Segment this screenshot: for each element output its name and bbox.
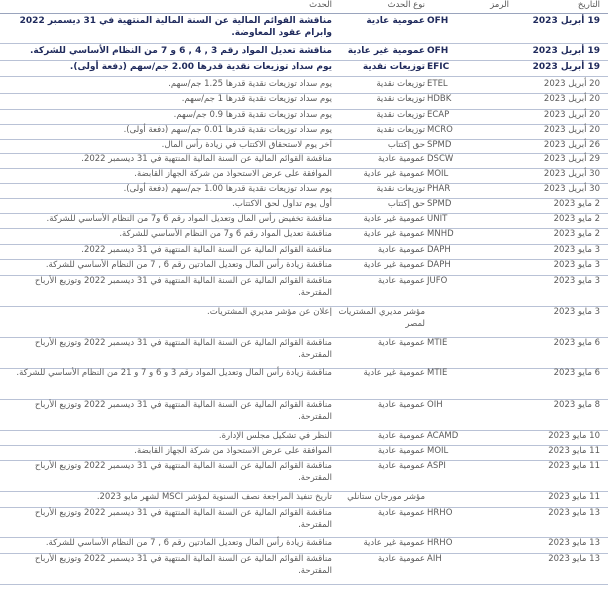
table-row xyxy=(0,94,608,109)
row-symbol: OIH xyxy=(427,400,443,410)
row-date: 3 مايو 2023 xyxy=(553,260,600,270)
row-symbol: MOIL xyxy=(427,446,449,456)
row-event: مناقشة القوائم المالية عن السنة المالية المنتهية في 31 ديسمبر 2022 وابرام عقود المعاوضة. xyxy=(19,16,332,38)
table-row xyxy=(0,338,608,368)
table-row xyxy=(0,45,608,60)
row-event: مناقشة القوائم المالية عن السنة المالية المنتهية في 31 ديسمبر 2022 وتوزيع الأرباح المقترحة. xyxy=(34,461,332,483)
row-date: 19 أبريل 2023 xyxy=(532,16,600,26)
row-symbol: DAPH xyxy=(427,245,451,255)
row-type: عمومية عادية xyxy=(377,154,425,164)
row-event: مناقشة القوائم المالية عن السنة المالية المنتهية في 31 ديسمبر 2022 وتوزيع الأرباح المقترحة. xyxy=(34,338,332,360)
row-date: 29 أبريل 2023 xyxy=(543,154,600,164)
row-date: 30 أبريل 2023 xyxy=(543,184,600,194)
row-date: 6 مايو 2023 xyxy=(553,338,600,348)
table-row xyxy=(0,492,608,507)
row-date: 13 مايو 2023 xyxy=(548,554,600,564)
row-type: توزيعات نقدية xyxy=(376,184,425,194)
table-row xyxy=(0,260,608,275)
table-row xyxy=(0,245,608,259)
row-symbol: DSCW xyxy=(427,154,454,164)
table-row xyxy=(0,400,608,430)
table-row xyxy=(0,554,608,584)
row-event: أول يوم تداول لحق الاكتتاب. xyxy=(232,199,332,209)
row-symbol: EFIC xyxy=(427,62,450,72)
row-symbol: MTIE xyxy=(427,368,448,378)
row-type: عمومية عادية xyxy=(377,431,425,441)
row-date: 10 مايو 2023 xyxy=(548,431,600,441)
row-event: مناقشة القوائم المالية عن السنة المالية المنتهية في 31 ديسمبر 2022. xyxy=(81,154,332,164)
row-date: 11 مايو 2023 xyxy=(548,492,600,502)
table-header xyxy=(0,0,608,14)
table-row xyxy=(0,538,608,553)
row-event: مناقشة القوائم المالية عن السنة المالية المنتهية في 31 ديسمبر 2022 وتوزيع الأرباح المقترحة. xyxy=(34,554,332,576)
row-date: 20 أبريل 2023 xyxy=(543,79,600,89)
row-symbol: ETEL xyxy=(427,79,448,89)
table-row xyxy=(0,199,608,213)
row-symbol: OFH xyxy=(427,46,449,56)
row-type: توزيعات نقدية xyxy=(376,110,425,120)
table-row xyxy=(0,110,608,124)
row-event: مناقشة القوائم المالية عن السنة المالية المنتهية في 31 ديسمبر 2022 وتوزيع الأرباح المقترحة. xyxy=(34,276,332,298)
row-date: 11 مايو 2023 xyxy=(548,461,600,471)
header-divider xyxy=(0,13,608,14)
row-event: إعلان عن مؤشر مديري المشتريات. xyxy=(207,307,332,317)
table-row xyxy=(0,461,608,491)
row-event: الموافقة على عرض الاستحواذ من شركة الجهاز القابضة. xyxy=(134,169,332,179)
row-date: 26 أبريل 2023 xyxy=(543,140,600,150)
header-date: التاريخ xyxy=(577,0,600,10)
table-row xyxy=(0,169,608,183)
row-type: حق إكتتاب xyxy=(387,140,425,150)
table-row xyxy=(0,184,608,198)
row-date: 3 مايو 2023 xyxy=(553,245,600,255)
row-event: الموافقة على عرض الاستحواذ من شركة الجهاز القابضة. xyxy=(134,446,332,456)
row-type: حق إكتتاب xyxy=(387,199,425,209)
row-type: توزيعات نقدية xyxy=(376,125,425,135)
row-date: 20 أبريل 2023 xyxy=(543,125,600,135)
row-event: مناقشة زيادة رأس المال وتعديل المواد رقم 3 و 6 و 7 و 21 من النظام الأساسي للشركة. xyxy=(16,368,332,378)
row-date: 2 مايو 2023 xyxy=(553,229,600,239)
row-type: عمومية غير عادية xyxy=(363,538,425,548)
row-symbol: MCRO xyxy=(427,125,453,135)
row-event: مناقشة زيادة رأس المال وتعديل المادتين رقم 6 , 7 من النظام الأساسي للشركة. xyxy=(45,538,332,548)
row-symbol: HRHO xyxy=(427,508,453,518)
row-event: مناقشة تخفيض رأس المال وتعديل المواد رقم 6 و7 من النظام الأساسي للشركة. xyxy=(46,214,332,224)
row-event: مناقشة زيادة رأس المال وتعديل المادتين رقم 6 , 7 من النظام الأساسي للشركة. xyxy=(45,260,332,270)
table-row xyxy=(0,214,608,228)
row-type: عمومية غير عادية xyxy=(363,169,425,179)
row-date: 3 مايو 2023 xyxy=(553,307,600,317)
row-event: مناقشة تعديل المواد رقم 3 , 4 , 6 و 7 من النظام الأساسي للشركة. xyxy=(29,46,332,56)
row-symbol: DAPH xyxy=(427,260,451,270)
row-symbol: MTIE xyxy=(427,338,448,348)
row-type: مؤشر مديري المشتريات لمصر xyxy=(338,307,425,329)
row-event: يوم سداد توزيعات نقدية قدرها 1 جم/سهم. xyxy=(181,94,332,104)
row-type: عمومية غير عادية xyxy=(363,214,425,224)
row-event: يوم سداد توزيعات نقدية قدرها 1.00 جم/سهم (دفعة أولى). xyxy=(123,184,332,194)
table-row xyxy=(0,229,608,244)
row-type: عمومية عادية xyxy=(377,508,425,518)
row-date: 6 مايو 2023 xyxy=(553,368,600,378)
row-symbol: JUFO xyxy=(427,276,448,286)
row-event: تاريخ تنفيذ المراجعة نصف السنوية لمؤشر MSCI لشهر مايو 2023. xyxy=(96,492,332,502)
table-row xyxy=(0,15,608,43)
header-event: الحدث xyxy=(309,0,332,10)
table-row xyxy=(0,125,608,139)
header-symbol: الرمز xyxy=(490,0,509,10)
row-symbol: SPMD xyxy=(427,199,452,209)
row-divider xyxy=(0,76,608,77)
table-row xyxy=(0,79,608,93)
row-symbol: ECAP xyxy=(427,110,450,120)
row-date: 30 أبريل 2023 xyxy=(543,169,600,179)
row-type: عمومية عادية xyxy=(377,461,425,471)
row-date: 13 مايو 2023 xyxy=(548,508,600,518)
table-row xyxy=(0,508,608,537)
row-date: 11 مايو 2023 xyxy=(548,446,600,456)
row-type: عمومية عادية xyxy=(377,446,425,456)
row-date: 2 مايو 2023 xyxy=(553,214,600,224)
row-event: يوم سداد توزيعات نقدية قدرها 1.25 جم/سهم. xyxy=(168,79,332,89)
row-type: عمومية غير عادية xyxy=(363,260,425,270)
row-symbol: MOIL xyxy=(427,169,449,179)
row-event: يوم سداد توزيعات نقدية قدرها 0.9 جم/سهم. xyxy=(173,110,332,120)
row-event: آخر يوم لاستحقاق الاكتتاب في زيادة رأس المال. xyxy=(161,140,332,150)
row-type: عمومية عادية xyxy=(366,16,425,26)
table-row xyxy=(0,61,608,76)
row-date: 19 أبريل 2023 xyxy=(532,62,600,72)
row-symbol: UNIT xyxy=(427,214,448,224)
row-divider xyxy=(0,43,608,44)
row-type: عمومية غير عادية xyxy=(347,46,425,56)
row-type: عمومية غير عادية xyxy=(363,368,425,378)
row-symbol: SPMD xyxy=(427,140,452,150)
row-date: 20 أبريل 2023 xyxy=(543,110,600,120)
row-symbol: ACAMD xyxy=(427,431,459,441)
row-symbol: OFH xyxy=(427,16,449,26)
row-event: مناقشة القوائم المالية عن السنة المالية المنتهية في 31 ديسمبر 2022 وتوزيع الأرباح المقترحة. xyxy=(34,508,332,530)
header-type: نوع الحدث xyxy=(387,0,425,10)
row-date: 8 مايو 2023 xyxy=(553,400,600,410)
row-date: 2 مايو 2023 xyxy=(553,199,600,209)
row-symbol: MNHD xyxy=(427,229,454,239)
row-event: يوم سداد توزيعات نقدية قدرها 2.00 جم/سهم (دفعة أولى). xyxy=(69,62,332,72)
row-symbol: AIH xyxy=(427,554,442,564)
row-divider xyxy=(0,584,608,585)
table-row xyxy=(0,307,608,337)
row-event: مناقشة القوائم المالية عن السنة المالية المنتهية في 31 ديسمبر 2022. xyxy=(81,245,332,255)
row-symbol: PHAR xyxy=(427,184,451,194)
row-date: 19 أبريل 2023 xyxy=(532,46,600,56)
row-event: يوم سداد توزيعات نقدية قدرها 0.01 جم/سهم (دفعة أولى). xyxy=(123,125,332,135)
row-type: عمومية غير عادية xyxy=(363,229,425,239)
row-type: مؤشر مورجان ستانلي xyxy=(347,492,425,502)
table-row xyxy=(0,140,608,153)
table-row xyxy=(0,446,608,460)
table-row xyxy=(0,431,608,445)
row-type: عمومية عادية xyxy=(377,554,425,564)
row-type: عمومية عادية xyxy=(377,245,425,255)
row-type: عمومية عادية xyxy=(377,338,425,348)
row-date: 13 مايو 2023 xyxy=(548,538,600,548)
row-date: 20 أبريل 2023 xyxy=(543,94,600,104)
row-type: توزيعات نقدية xyxy=(376,79,425,89)
table-row xyxy=(0,154,608,168)
table-row xyxy=(0,276,608,306)
row-date: 3 مايو 2023 xyxy=(553,276,600,286)
row-type: توزيعات نقدية xyxy=(362,62,425,72)
row-type: عمومية عادية xyxy=(377,276,425,286)
row-type: عمومية عادية xyxy=(377,400,425,410)
table-row xyxy=(0,368,608,399)
row-type: توزيعات نقدية xyxy=(376,94,425,104)
row-event: النظر في تشكيل مجلس الإدارة. xyxy=(218,431,332,441)
row-symbol: HDBK xyxy=(427,94,452,104)
row-symbol: ASPI xyxy=(427,461,446,471)
row-event: مناقشة تعديل المواد رقم 6 و7 من النظام الأساسي للشركة. xyxy=(119,229,332,239)
row-event: مناقشة القوائم المالية عن السنة المالية المنتهية في 31 ديسمبر 2022 وتوزيع الأرباح المقترحة. xyxy=(34,400,332,422)
row-symbol: HRHO xyxy=(427,538,453,548)
